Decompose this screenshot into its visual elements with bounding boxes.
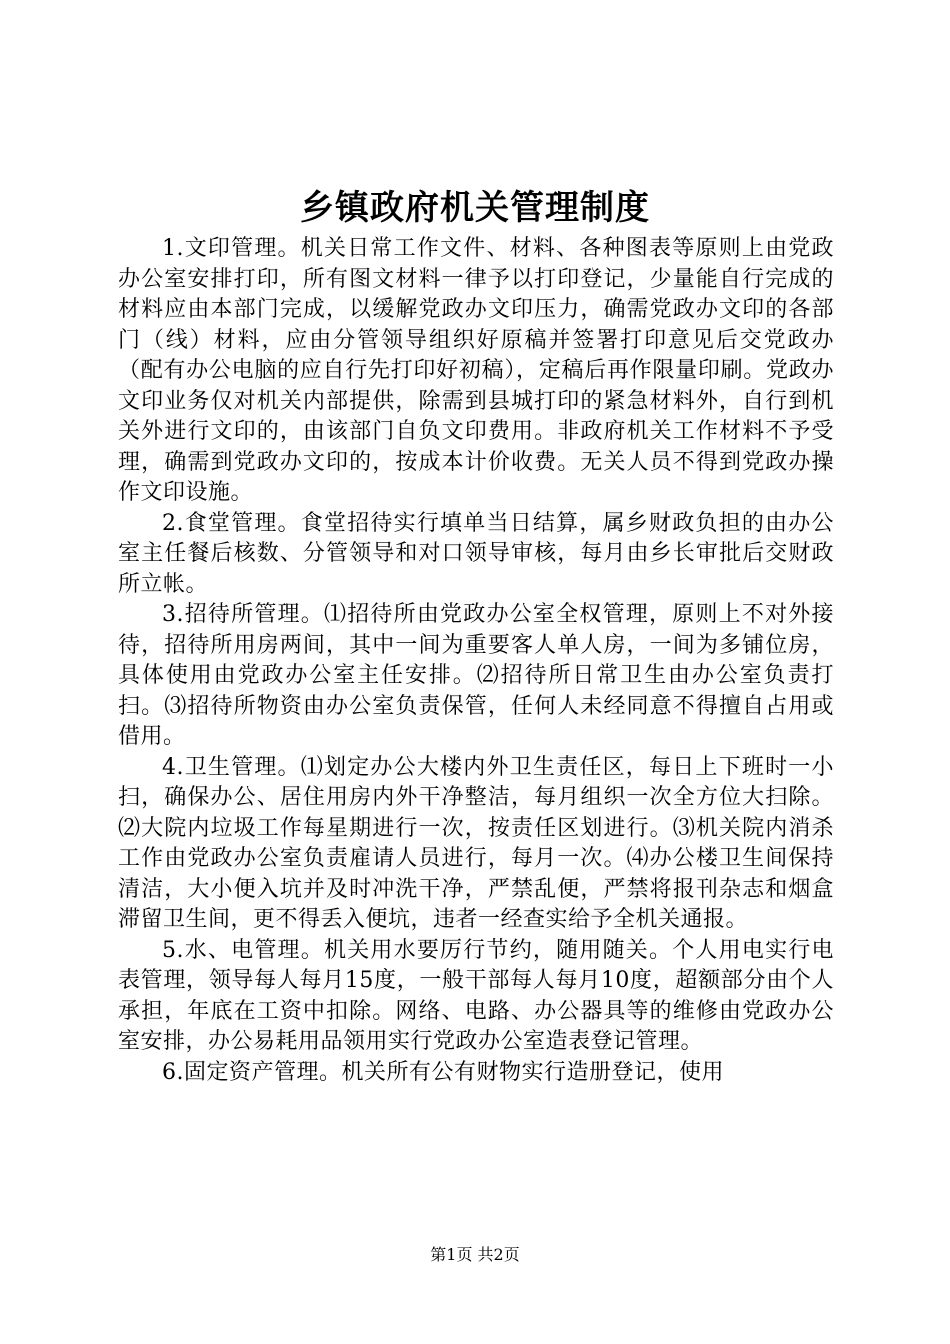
paragraph-printing: 1.文印管理。机关日常工作文件、材料、各种图表等原则上由党政办公室安排打印，所有图文材料一律予以打印登记，少量能自行完成的材料应由本部门完成，以缓解党政办文印压力，确需党政办文印的各部门（线）材料，应由分管领导组织好原稿并签署打印意见后交党政办（配有办公电脑的应自行先打印好初稿），定稿后再作限量印刷。党政办文印业务仅对机关内部提供，除需到县城打印的紧急材料外，自行到机关外进行文印的，由该部门自负文印费用。非政府机关工作材料不予受理，确需到党政办文印的，按成本计价收费。无关人员不得到党政办操作文印设施。 [118,236,834,505]
paragraph-canteen: 2.食堂管理。食堂招待实行填单当日结算，属乡财政负担的由办公室主任餐后核数、分管领导和对口领导审核，每月由乡长审批后交财政所立帐。 [118,510,834,597]
page-footer: 第1页 共2页 [430,1245,520,1264]
document-body [118,234,834,1088]
paragraph-fixed-assets: 6.固定资产管理。机关所有公有财物实行造册登记，使用 [162,1059,724,1085]
paragraph-water-electricity: 5.水、电管理。机关用水要厉行节约，随用随关。个人用电实行电表管理，领导每人每月15度，一般干部每人每月10度，超额部分由个人承担，年底在工资中扣除。网络、电路、办公器具等的维修由党政办公室安排，办公易耗用品领用实行党政办公室造表登记管理。 [118,937,834,1054]
paragraph-sanitation: 4.卫生管理。⑴划定办公大楼内外卫生责任区，每日上下班时一小扫，确保办公、居住用房内外干净整洁，每月组织一次全方位大扫除。⑵大院内垃圾工作每星期进行一次，按责任区划进行。⑶机关院内消杀工作由党政办公室负责雇请人员进行，每月一次。⑷办公楼卫生间保持清洁，大小便入坑并及时冲洗干净，严禁乱便，严禁将报刊杂志和烟盒滞留卫生间，更不得丢入便坑，违者一经查实给予全机关通报。 [118,754,834,932]
paragraph-guesthouse: 3.招待所管理。⑴招待所由党政办公室全权管理，原则上不对外接待，招待所用房两间，其中一间为重要客人单人房，一间为多铺位房，具体使用由党政办公室主任安排。⑵招待所日常卫生由办公室负责打扫。⑶招待所物资由办公室负责保管，任何人未经同意不得擅自占用或借用。 [118,602,834,749]
document-title: 乡镇政府机关管理制度 [300,188,650,228]
